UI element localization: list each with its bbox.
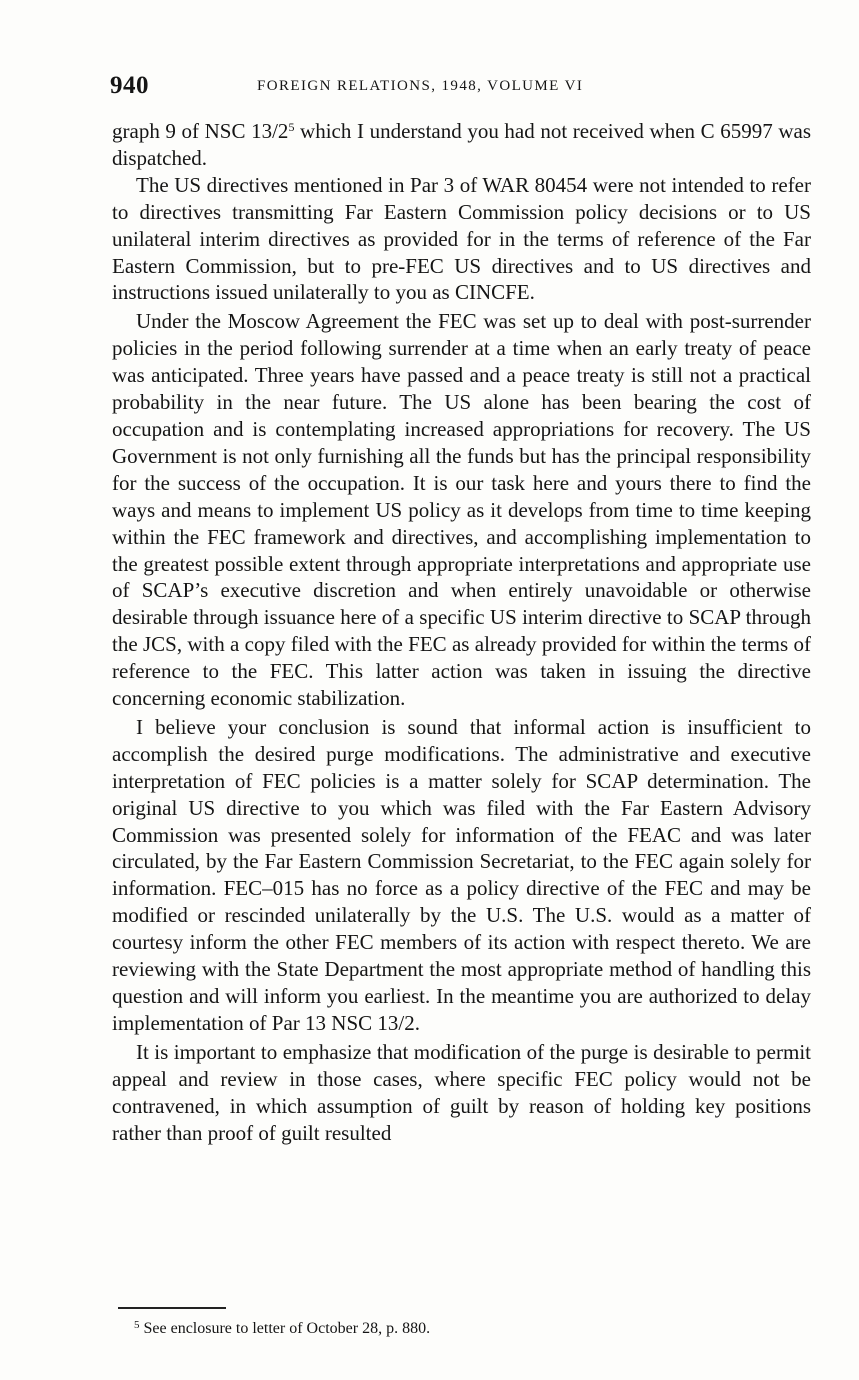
page-header: [110, 72, 810, 106]
paragraph: It is important to emphasize that modification of the purge is desirable to permit appeal and review in those cases, where specific FEC policy would not be contravened, in which assumption of guilt by reason of holding key positions rather than proof of guilt resulted: [112, 1039, 811, 1145]
footnote-text: See enclosure to letter of October 28, p. 880.: [139, 1320, 431, 1337]
paragraph: I believe your conclusion is sound that informal action is insufficient to accomplish the desired purge modifications. The administrative and executive interpretation of FEC policies is a matter solely for SCAP determination. The original US directive to you which was filed with the Far Eastern Advisory Commission was presented solely for information of the FEAC and was later circulated, by the Far Eastern Commission Secretariat, to the FEC again solely for information. FEC–015 has no force as a policy directive of the FEC and may be modified or rescinded unilaterally by the U.S. The U.S. would as a matter of courtesy inform the other FEC members of its action with respect thereto. We are reviewing with the State Department the most appropriate method of handling this question and will inform you earliest. In the meantime you are authorized to delay implementation of Par 13 NSC 13/2.: [112, 714, 811, 1035]
footnote: [134, 1320, 430, 1338]
paragraph-text: graph 9 of NSC 13/2: [112, 119, 289, 143]
footnote-reference[interactable]: 5: [288, 120, 295, 134]
page-number: 940: [110, 72, 149, 99]
footnote-marker: 5: [134, 1319, 140, 1331]
paragraph-text: which I understand you had not received when C 65997 was dispatched.: [112, 119, 812, 170]
paragraph: The US directives mentioned in Par 3 of WAR 80454 were not intended to refer to directives transmitting Far Eastern Commission policy decisions or to US unilateral interim directives as provided for in the terms of reference of the Far Eastern Commission, but to pre-FEC US directives and to US directives and instructions issued unilaterally to you as CINCFE.: [112, 172, 811, 305]
paragraph-continued: [112, 118, 811, 172]
paragraph: Under the Moscow Agreement the FEC was set up to deal with post-surrender policies in the period following surrender at a time when an early treaty of peace was anticipated. Three years have passed and a peace treaty is still not a practical probability in the near future. The US alone has been bearing the cost of occupation and is contemplating increased appropriations for recovery. The US Government is not only furnishing all the funds but has the principal responsibility for the success of the occupation. It is our task here and yours there to find the ways and means to implement US policy as it develops from time to time keeping within the FEC framework and directives, and accomplishing implementation to the greatest possible extent through appropriate interpretations and appropriate use of SCAP’s executive discretion and when entirely unavoidable or otherwise desirable through issuance here of a specific US interim directive to SCAP through the JCS, with a copy filed with the FEC as already provided for within the terms of reference to the FEC. This latter action was taken in issuing the directive concerning economic stabilization.: [112, 309, 811, 711]
running-head: FOREIGN RELATIONS, 1948, VOLUME VI: [257, 78, 584, 94]
body-text: [112, 118, 811, 1146]
footnote-divider: [118, 1307, 226, 1309]
